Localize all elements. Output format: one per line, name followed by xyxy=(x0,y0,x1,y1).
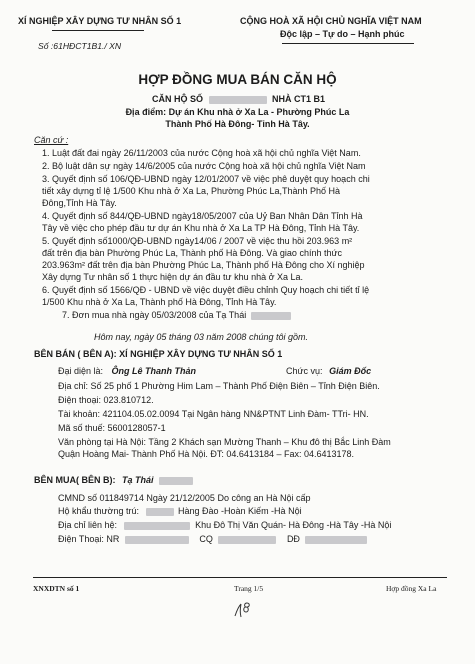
location-line-1: Địa điểm: Dự án Khu nhà ở Xa La - Phường Phúc La xyxy=(125,107,350,117)
company-name: XÍ NGHIỆP XÂY DỰNG TƯ NHÂN SỐ 1 xyxy=(18,16,182,26)
company-underline xyxy=(52,30,144,31)
redacted-home-phone xyxy=(125,536,189,544)
basis-item: 2. Bộ luật dân sự ngày 14/6/2005 của nước Cộng hoà xã hội chủ nghĩa Việt Nam xyxy=(42,161,366,171)
party-a-line: Văn phòng tại Hà Nội: Tầng 2 Khách sạn Mường Thanh – Khu đô thị Bắc Linh Đàm xyxy=(58,437,391,447)
basis-item: 5. Quyết định số1000/QĐ-UBND ngày14/06 / 2007 về việc thu hồi 203.963 m² xyxy=(42,236,353,246)
household-value: Hàng Đào -Hoàn Kiếm -Hà Nội xyxy=(178,506,302,516)
buyer-contact-line xyxy=(58,520,391,531)
contract-title: HỢP ĐỒNG MUA BÁN CĂN HỘ xyxy=(138,72,337,87)
basis-item-cont: Đông,Tỉnh Hà Tây. xyxy=(42,198,117,208)
party-a-line: Mã số thuế: 5600128057-1 xyxy=(58,423,166,433)
purchase-request-text: 7. Đơn mua nhà ngày 05/03/2008 của Tạ Thái xyxy=(62,310,247,320)
redacted-household-address xyxy=(146,508,174,516)
basis-item: 6. Quyết định số 1566/QĐ - UBND về việc duyệt điều chỉnh Quy hoạch chi tiết tỉ lệ xyxy=(42,285,370,295)
footer-left: XNXDTN số 1 xyxy=(33,584,80,593)
position-label: Chức vụ: xyxy=(286,366,323,376)
buyer-id-line: CMND số 011849714 Ngày 21/12/2005 Do công an Hà Nội cấp xyxy=(58,493,311,503)
location-line-2: Thành Phố Hà Đông- Tỉnh Hà Tây. xyxy=(165,119,310,129)
basis-item-cont: 203.963m² đất trên địa bàn Phường Phúc La, Thành phố Hà Đông cho Xí nghiệp xyxy=(42,260,365,270)
party-a-line: Tài khoản: 421104.05.02.0094 Tại Ngân hàng NN&PTNT Linh Đàm- TTri- HN. xyxy=(58,409,369,419)
contact-label: Địa chỉ liên hệ: xyxy=(58,520,118,530)
basis-item xyxy=(62,310,291,321)
today-line: Hôm nay, ngày 05 tháng 03 năm 2008 chúng tôi gồm. xyxy=(94,332,308,342)
party-a-line: Địa chỉ: Số 25 phố 1 Phường Him Lam – Thành Phố Điện Biên – Tỉnh Điện Biên. xyxy=(58,381,380,391)
position-value: Giám Đốc xyxy=(329,366,372,376)
apartment-suffix: NHÀ CT1 B1 xyxy=(272,94,326,104)
party-a-position xyxy=(286,366,371,377)
representative-name: Ông Lê Thanh Thản xyxy=(111,366,197,376)
motto-underline xyxy=(282,43,414,44)
basis-item-cont: Xây dựng Tư nhân số 1 thực hiện dự án đầu tư khu nhà ở Xa La. xyxy=(42,272,304,282)
nation-heading: CỘNG HOÀ XÃ HỘI CHỦ NGHĨA VIỆT NAM xyxy=(240,16,422,26)
footer-page-number: Trang 1/5 xyxy=(234,584,264,593)
home-phone-label: Điện Thoại: NR xyxy=(58,534,120,544)
party-b-label: BÊN MUA( BÊN B): xyxy=(34,475,116,485)
contact-value: Khu Đô Thị Văn Quán- Hà Đông -Hà Tây -Hà Nội xyxy=(195,520,392,530)
party-b-heading xyxy=(34,475,193,486)
document-reference: Số :61HĐCT1B1./ XN xyxy=(38,41,122,51)
basis-item-cont: tiết xây dựng tỉ lệ 1/500 Khu nhà ở Xa La, Phường Phúc La,Thành Phố Hà xyxy=(42,186,341,196)
basis-item: 3. Quyết định số 106/QĐ-UBND ngày 12/01/2007 về việc phê duyệt quy hoạch chi xyxy=(42,174,370,184)
national-motto: Độc lập – Tự do – Hạnh phúc xyxy=(280,29,405,39)
basis-item-cont: Tây về việc cho phép đầu tư dự án Khu nhà ở Xa La TP Hà Đông, Tỉnh Hà Tây. xyxy=(42,223,360,233)
handwritten-initial xyxy=(232,601,256,619)
mobile-phone-label: DĐ xyxy=(286,534,300,544)
office-phone-label: CQ xyxy=(199,534,213,544)
footer-right: Hợp đồng Xa La xyxy=(386,584,437,593)
redacted-apartment-number xyxy=(209,96,267,104)
party-a-heading: BÊN BÁN ( BÊN A): XÍ NGHIỆP XÂY DỰNG TƯ NHÂN SỐ 1 xyxy=(34,349,283,359)
party-a-line: Điện thoại: 023.810712. xyxy=(58,395,154,405)
buyer-phone-line xyxy=(58,534,367,545)
party-a-representative xyxy=(58,366,196,377)
basis-item: 1. Luật đất đai ngày 26/11/2003 của nước Cộng hoà xã hội chủ nghĩa Việt Nam. xyxy=(42,148,361,158)
redacted-contact-address xyxy=(124,522,190,530)
redacted-buyer-surname xyxy=(159,477,193,485)
apartment-prefix: CĂN HỘ SỐ xyxy=(152,94,204,104)
representative-label: Đại diện là: xyxy=(58,366,104,376)
buyer-household-line xyxy=(58,506,302,517)
household-label: Hộ khẩu thường trú: xyxy=(58,506,139,516)
apartment-line xyxy=(152,94,325,105)
redacted-office-phone xyxy=(218,536,276,544)
redacted-mobile-phone xyxy=(305,536,367,544)
party-a-line: Quận Hoàng Mai- Thành Phố Hà Nội. ĐT: 04.6413184 – Fax: 04.6413178. xyxy=(58,449,355,459)
redacted-buyer-name xyxy=(251,312,291,320)
basis-item-cont: 1/500 Khu nhà ở Xa La, Thành phố Hà Đông, Tỉnh Hà Tây. xyxy=(42,297,277,307)
footer-rule xyxy=(33,577,447,578)
basis-item-cont: đất trên địa bàn Phường Phúc La, Thành phố Hà Đông. Và giao chính thức xyxy=(42,248,342,258)
basis-heading: Căn cứ : xyxy=(34,135,69,145)
basis-item: 4. Quyết định số 844/QĐ-UBND ngày18/05/2007 của Uỷ Ban Nhân Dân Tỉnh Hà xyxy=(42,211,363,221)
buyer-name: Tạ Thái xyxy=(122,475,154,485)
